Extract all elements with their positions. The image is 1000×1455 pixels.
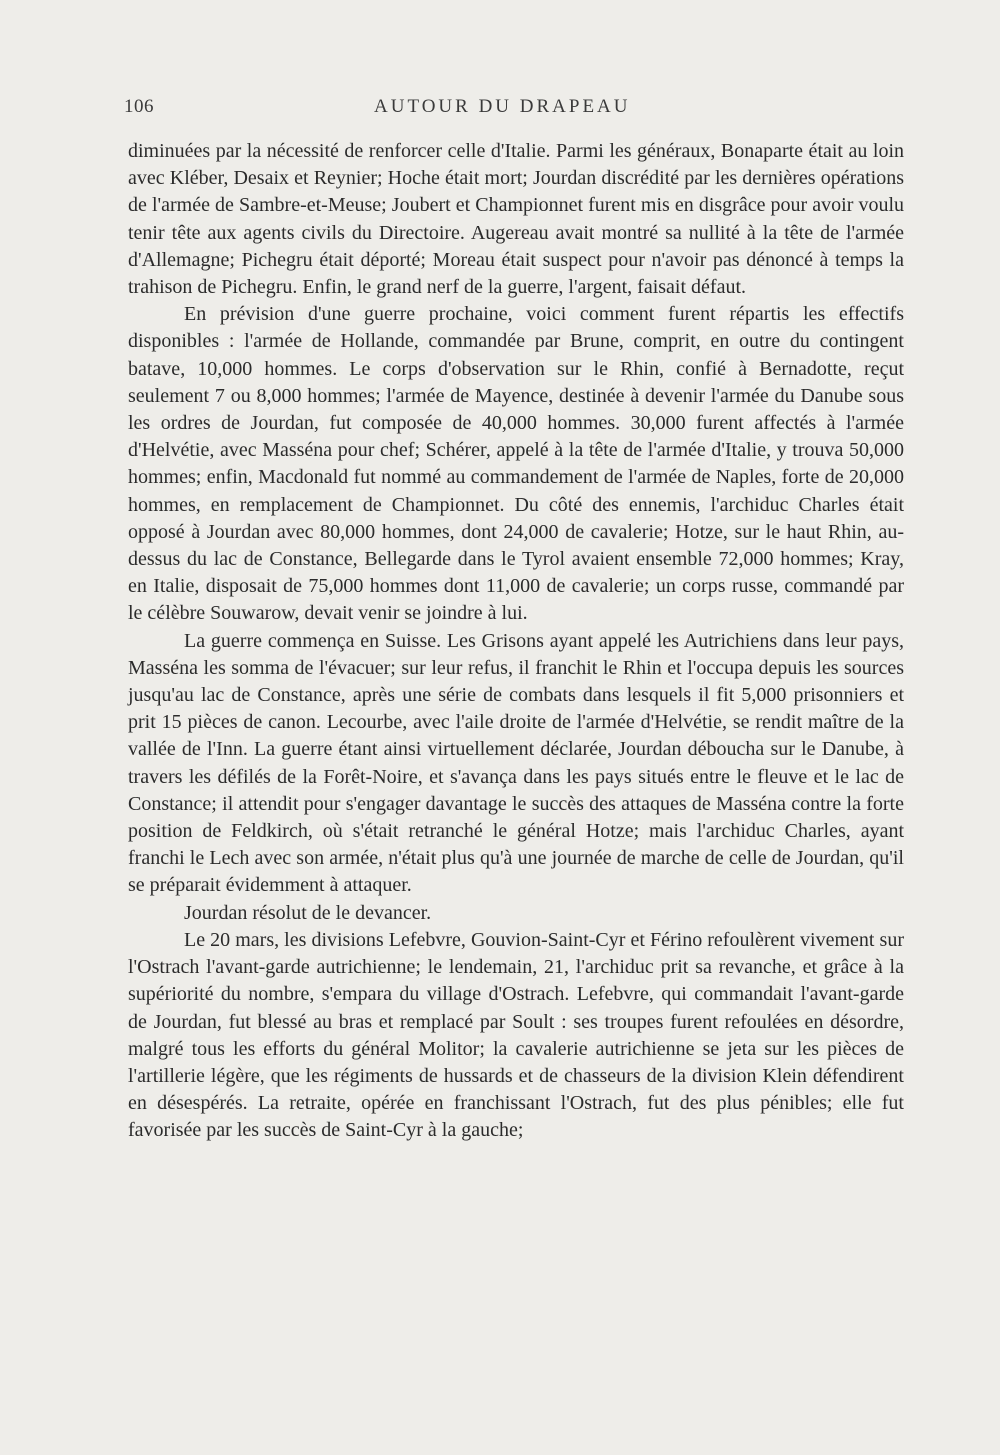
paragraph: En prévision d'une guerre prochaine, voici comment furent répartis les effectifs disponibles : l'armée de Hollande, commandée par Brune, comprit, en outre du contingent batave, 10,000 hommes. Le corps d'observation sur le Rhin, confié à Bernadotte, reçut seulement 7 ou 8,000 hommes; l'armée de Mayence, destinée à devenir l'armée du Danube sous les ordres de Jourdan, fut composée de 40,000 hommes. 30,000 furent affectés à l'armée d'Helvétie, avec Masséna pour chef; Schérer, appelé à la tête de l'armée d'Italie, y trouva 50,000 hommes; enfin, Macdonald fut nommé au commandement de l'armée de Naples, forte de 20,000 hommes, en remplacement de Championnet. Du côté des ennemis, l'archiduc Charles était opposé à Jourdan avec 80,000 hommes, dont 24,000 de cavalerie; Hotze, sur le haut Rhin, au-dessus du lac de Constance, Bellegarde dans le Tyrol avaient ensemble 72,000 hommes; Kray, en Italie, disposait de 75,000 hommes dont 11,000 de cavalerie; un corps russe, commandé par le célèbre Souwarow, devait venir se joindre à lui. (128, 303, 904, 625)
paragraph: Le 20 mars, les divisions Lefebvre, Gouvion-Saint-Cyr et Férino refoulèrent vivement sur l'Ostrach l'avant-garde autrichienne; le lendemain, 21, l'archiduc prit sa revanche, et grâce à la supériorité du nombre, s'empara du village d'Ostrach. Lefebvre, qui commandait l'avant-garde de Jourdan, fut blessé au bras et remplacé par Soult : ses troupes furent refoulées en désordre, malgré tous les efforts du général Molitor; la cavalerie autrichienne se jeta sur les pièces de l'artillerie légère, que les régiments de hussards et de chasseurs de la division Klein défendirent en désespérés. La retraite, opérée en franchissant l'Ostrach, fut des plus pénibles; elle fut favorisée par les succès de Saint-Cyr à la gauche; (128, 928, 904, 1142)
page-number: 106 (124, 96, 154, 117)
page-header (124, 96, 904, 122)
paragraph: La guerre commença en Suisse. Les Grisons ayant appelé les Autrichiens dans leur pays, Masséna les somma de l'évacuer; sur leur refus, il franchit le Rhin et l'occupa depuis les sources jusqu'au lac de Constance, après une série de combats dans lesquels il fit 5,000 prisonniers et prit 15 pièces de canon. Lecourbe, avec l'aile droite de l'armée d'Helvétie, se rendit maître de la vallée de l'Inn. La guerre étant ainsi virtuellement déclarée, Jourdan déboucha sur le Danube, à travers les défilés de la Forêt-Noire, et s'avança dans les pays situés entre le fleuve et le lac de Constance; il attendit pour s'engager davantage le succès des attaques de Masséna contre la forte position de Feldkirch, où s'était retranché le général Hotze; mais l'archiduc Charles, ayant franchi le Lech avec son armée, n'était plus qu'à une journée de marche de celle de Jourdan, qu'il se préparait évidemment à attaquer. (128, 629, 904, 897)
body-text (128, 138, 904, 1145)
paragraph: Jourdan résolut de le devancer. (184, 901, 432, 924)
paragraph-continuation: diminuées par la nécessité de renforcer celle d'Italie. Parmi les généraux, Bonaparte était au loin avec Kléber, Desaix et Reynier; Hoche était mort; Jourdan discrédité par les dernières opérations de l'armée de Sambre-et-Meuse; Joubert et Championnet furent mis en disgrâce pour avoir voulu tenir tête aux agents civils du Directoire. Augereau avait montré sa nullité à la tête de l'armée d'Allemagne; Pichegru était déporté; Moreau était suspect pour n'avoir pas dénoncé à temps la trahison de Pichegru. Enfin, le grand nerf de la guerre, l'argent, faisait défaut. (128, 140, 904, 299)
running-title: AUTOUR DU DRAPEAU (374, 96, 631, 117)
